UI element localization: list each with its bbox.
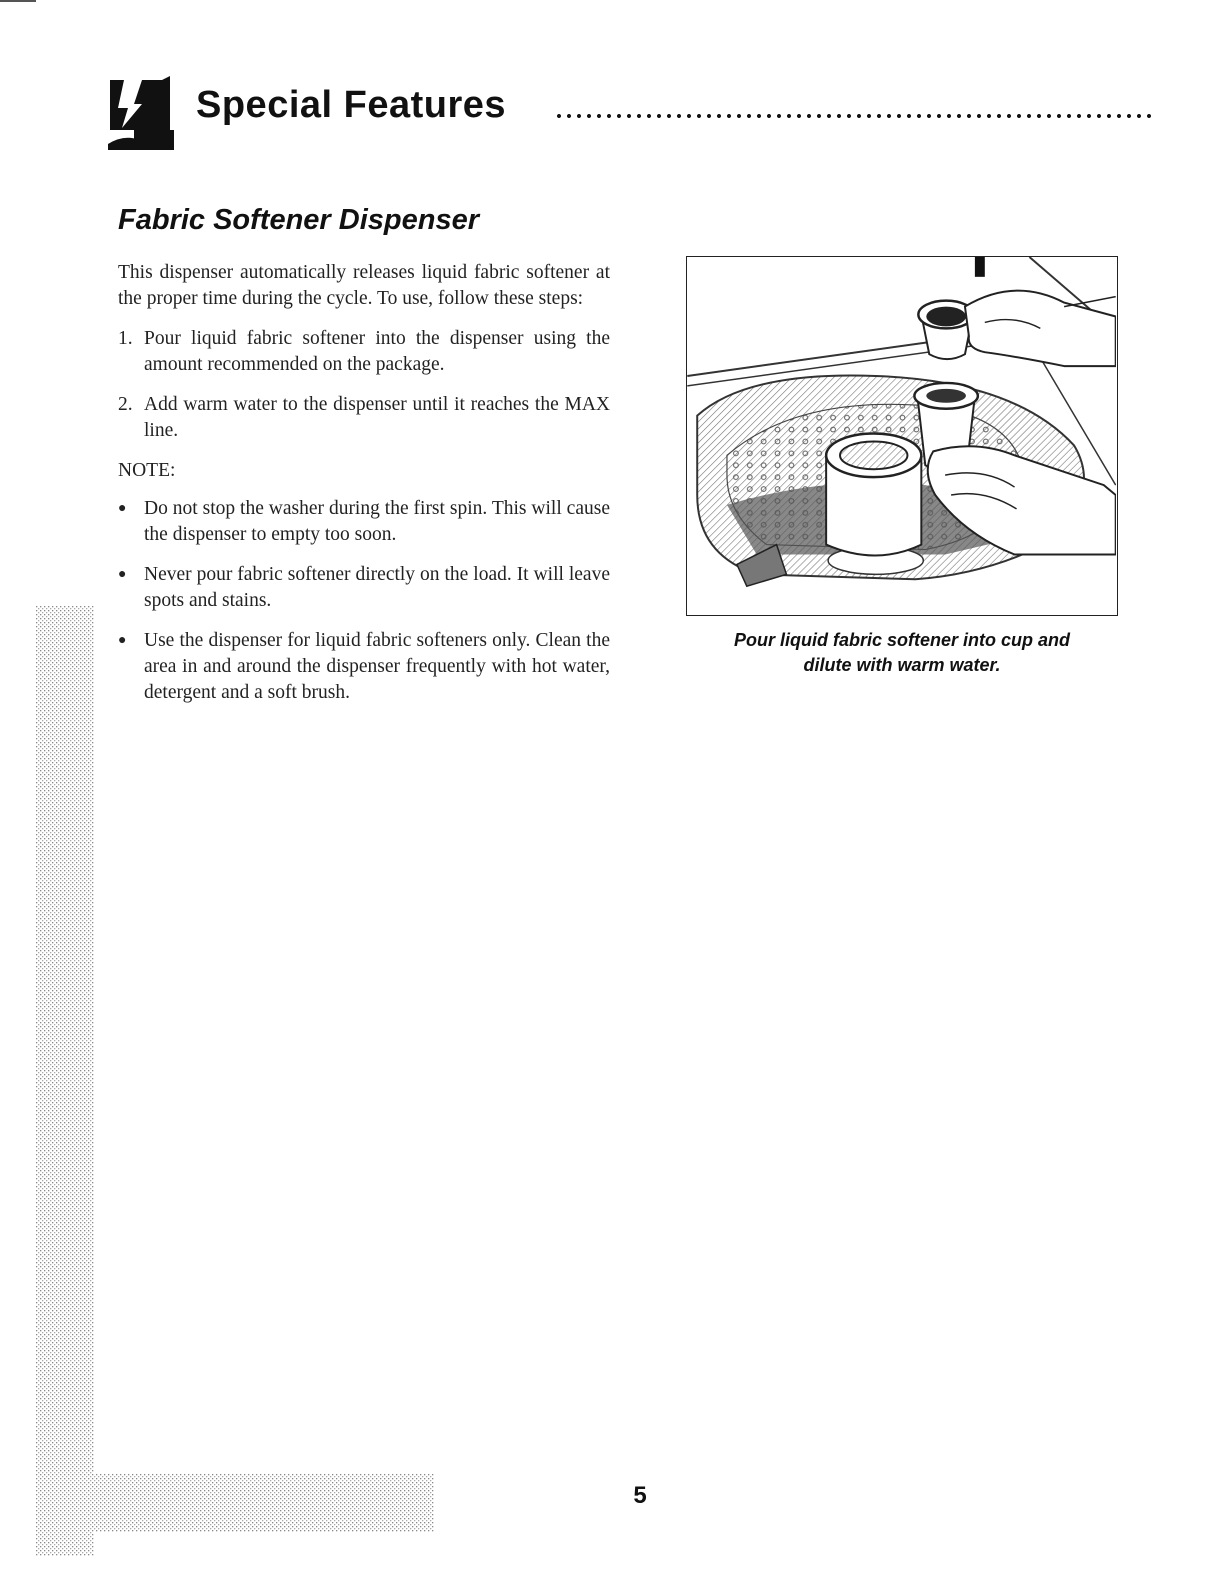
scan-edge-shading-bottom [36,1474,434,1532]
body-text [118,260,610,720]
step-item [118,326,610,378]
note-item [118,628,610,706]
caption-line: Pour liquid fabric softener into cup and [733,630,1070,650]
note-text: Use the dispenser for liquid fabric softeners only. Clean the area in and around the dispenser frequently with hot water, detergent and a soft brush. [144,630,610,703]
note-heading: NOTE: [118,460,176,481]
note-text: Do not stop the washer during the first spin. This will cause the dispenser to empty too soon. [144,498,610,545]
step-number: 2. [118,394,133,415]
note-text: Never pour fabric softener directly on the load. It will leave spots and stains. [144,564,610,611]
washer-dispenser-illustration [687,257,1116,614]
bullet-icon: ● [118,501,127,516]
dot-leader [554,112,1154,120]
step-text: Pour liquid fabric softener into the dispenser using the amount recommended on the package. [144,328,610,375]
page-title: Special Features [196,84,507,126]
caption-line: dilute with warm water. [803,655,1001,675]
figure-caption [686,628,1118,678]
step-text: Add warm water to the dispenser until it reaches the MAX line. [144,394,610,441]
scan-mark [0,0,36,2]
steps-list [118,326,610,444]
section-title: Fabric Softener Dispenser [118,204,479,236]
page-header [104,74,1154,154]
note-item [118,496,610,548]
step-number: 1. [118,328,133,349]
wash-tub-logo-icon [104,74,184,154]
figure-frame [686,256,1118,616]
step-item [118,392,610,444]
scan-edge-shading [36,606,94,1556]
intro-paragraph: This dispenser automatically releases liquid fabric softener at the proper time during the cycle. To use, follow these steps: [118,262,610,309]
note-item [118,562,610,614]
bullet-icon: ● [118,633,127,648]
notes-list [118,496,610,706]
bullet-icon: ● [118,567,127,582]
page-number: 5 [633,1482,647,1509]
